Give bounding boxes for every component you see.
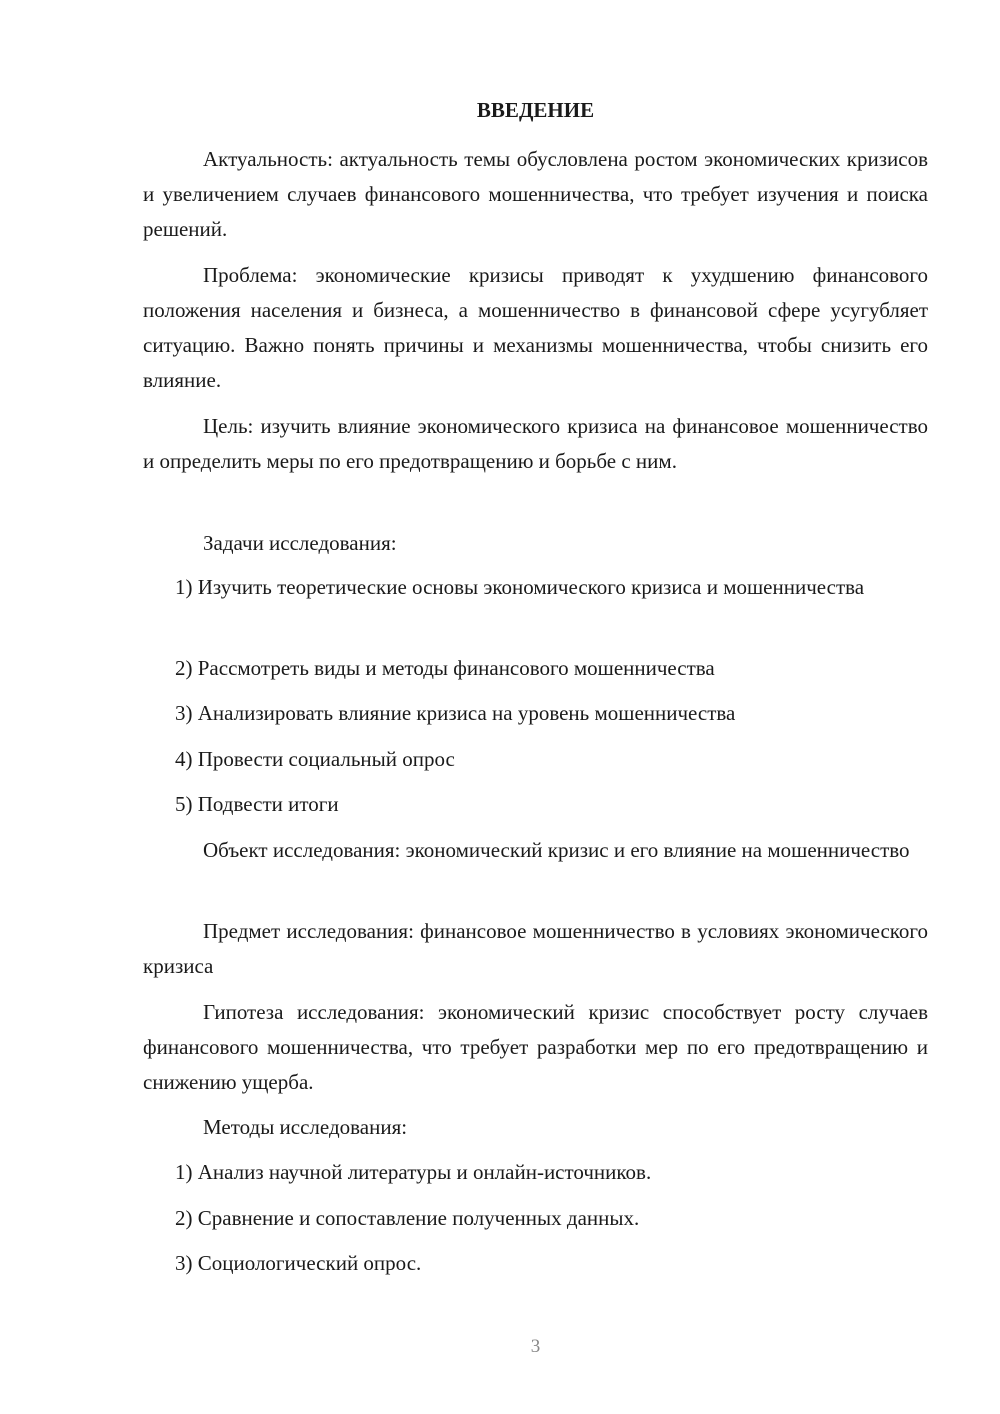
method-item: 3) Социологический опрос. <box>175 1251 422 1275</box>
tasks-heading: Задачи исследования: <box>203 531 397 555</box>
relevance-paragraph: Актуальность: актуальность темы обусловлена ростом экономических кризисов и увеличением случаев финансового мошенничества, что требует изучения и поиска решений. <box>143 147 928 241</box>
task-item: 5) Подвести итоги <box>175 792 339 816</box>
method-item: 1) Анализ научной литературы и онлайн-источников. <box>175 1160 652 1184</box>
page-number: 3 <box>530 1336 541 1357</box>
problem-paragraph: Проблема: экономические кризисы приводят к ухудшению финансового положения населения и бизнеса, а мошенничество в финансовой сфере усугубляет ситуацию. Важно понять причины и механизмы мошенничества, чтобы снизить его влияние. <box>143 263 928 392</box>
task-item: 3) Анализировать влияние кризиса на уровень мошенничества <box>175 701 736 725</box>
methods-heading: Методы исследования: <box>203 1115 408 1139</box>
goal-paragraph: Цель: изучить влияние экономического кризиса на финансовое мошенничество и определить меры по его предотвращению и борьбе с ним. <box>143 414 928 473</box>
method-item: 2) Сравнение и сопоставление полученных данных. <box>175 1206 640 1230</box>
subject-paragraph: Предмет исследования: финансовое мошенничество в условиях экономического кризиса <box>143 919 928 978</box>
section-title: ВВЕДЕНИЕ <box>476 98 595 122</box>
task-item: 1) Изучить теоретические основы экономического кризиса и мошенничества <box>175 575 865 599</box>
task-item: 2) Рассмотреть виды и методы финансового мошенничества <box>175 656 715 680</box>
task-item: 4) Провести социальный опрос <box>175 747 455 771</box>
hypothesis-paragraph: Гипотеза исследования: экономический кризис способствует росту случаев финансового мошенничества, что требует разработки мер по его предотвращению и снижению ущерба. <box>143 1000 928 1094</box>
object-paragraph: Объект исследования: экономический кризис и его влияние на мошенничество <box>203 838 910 862</box>
